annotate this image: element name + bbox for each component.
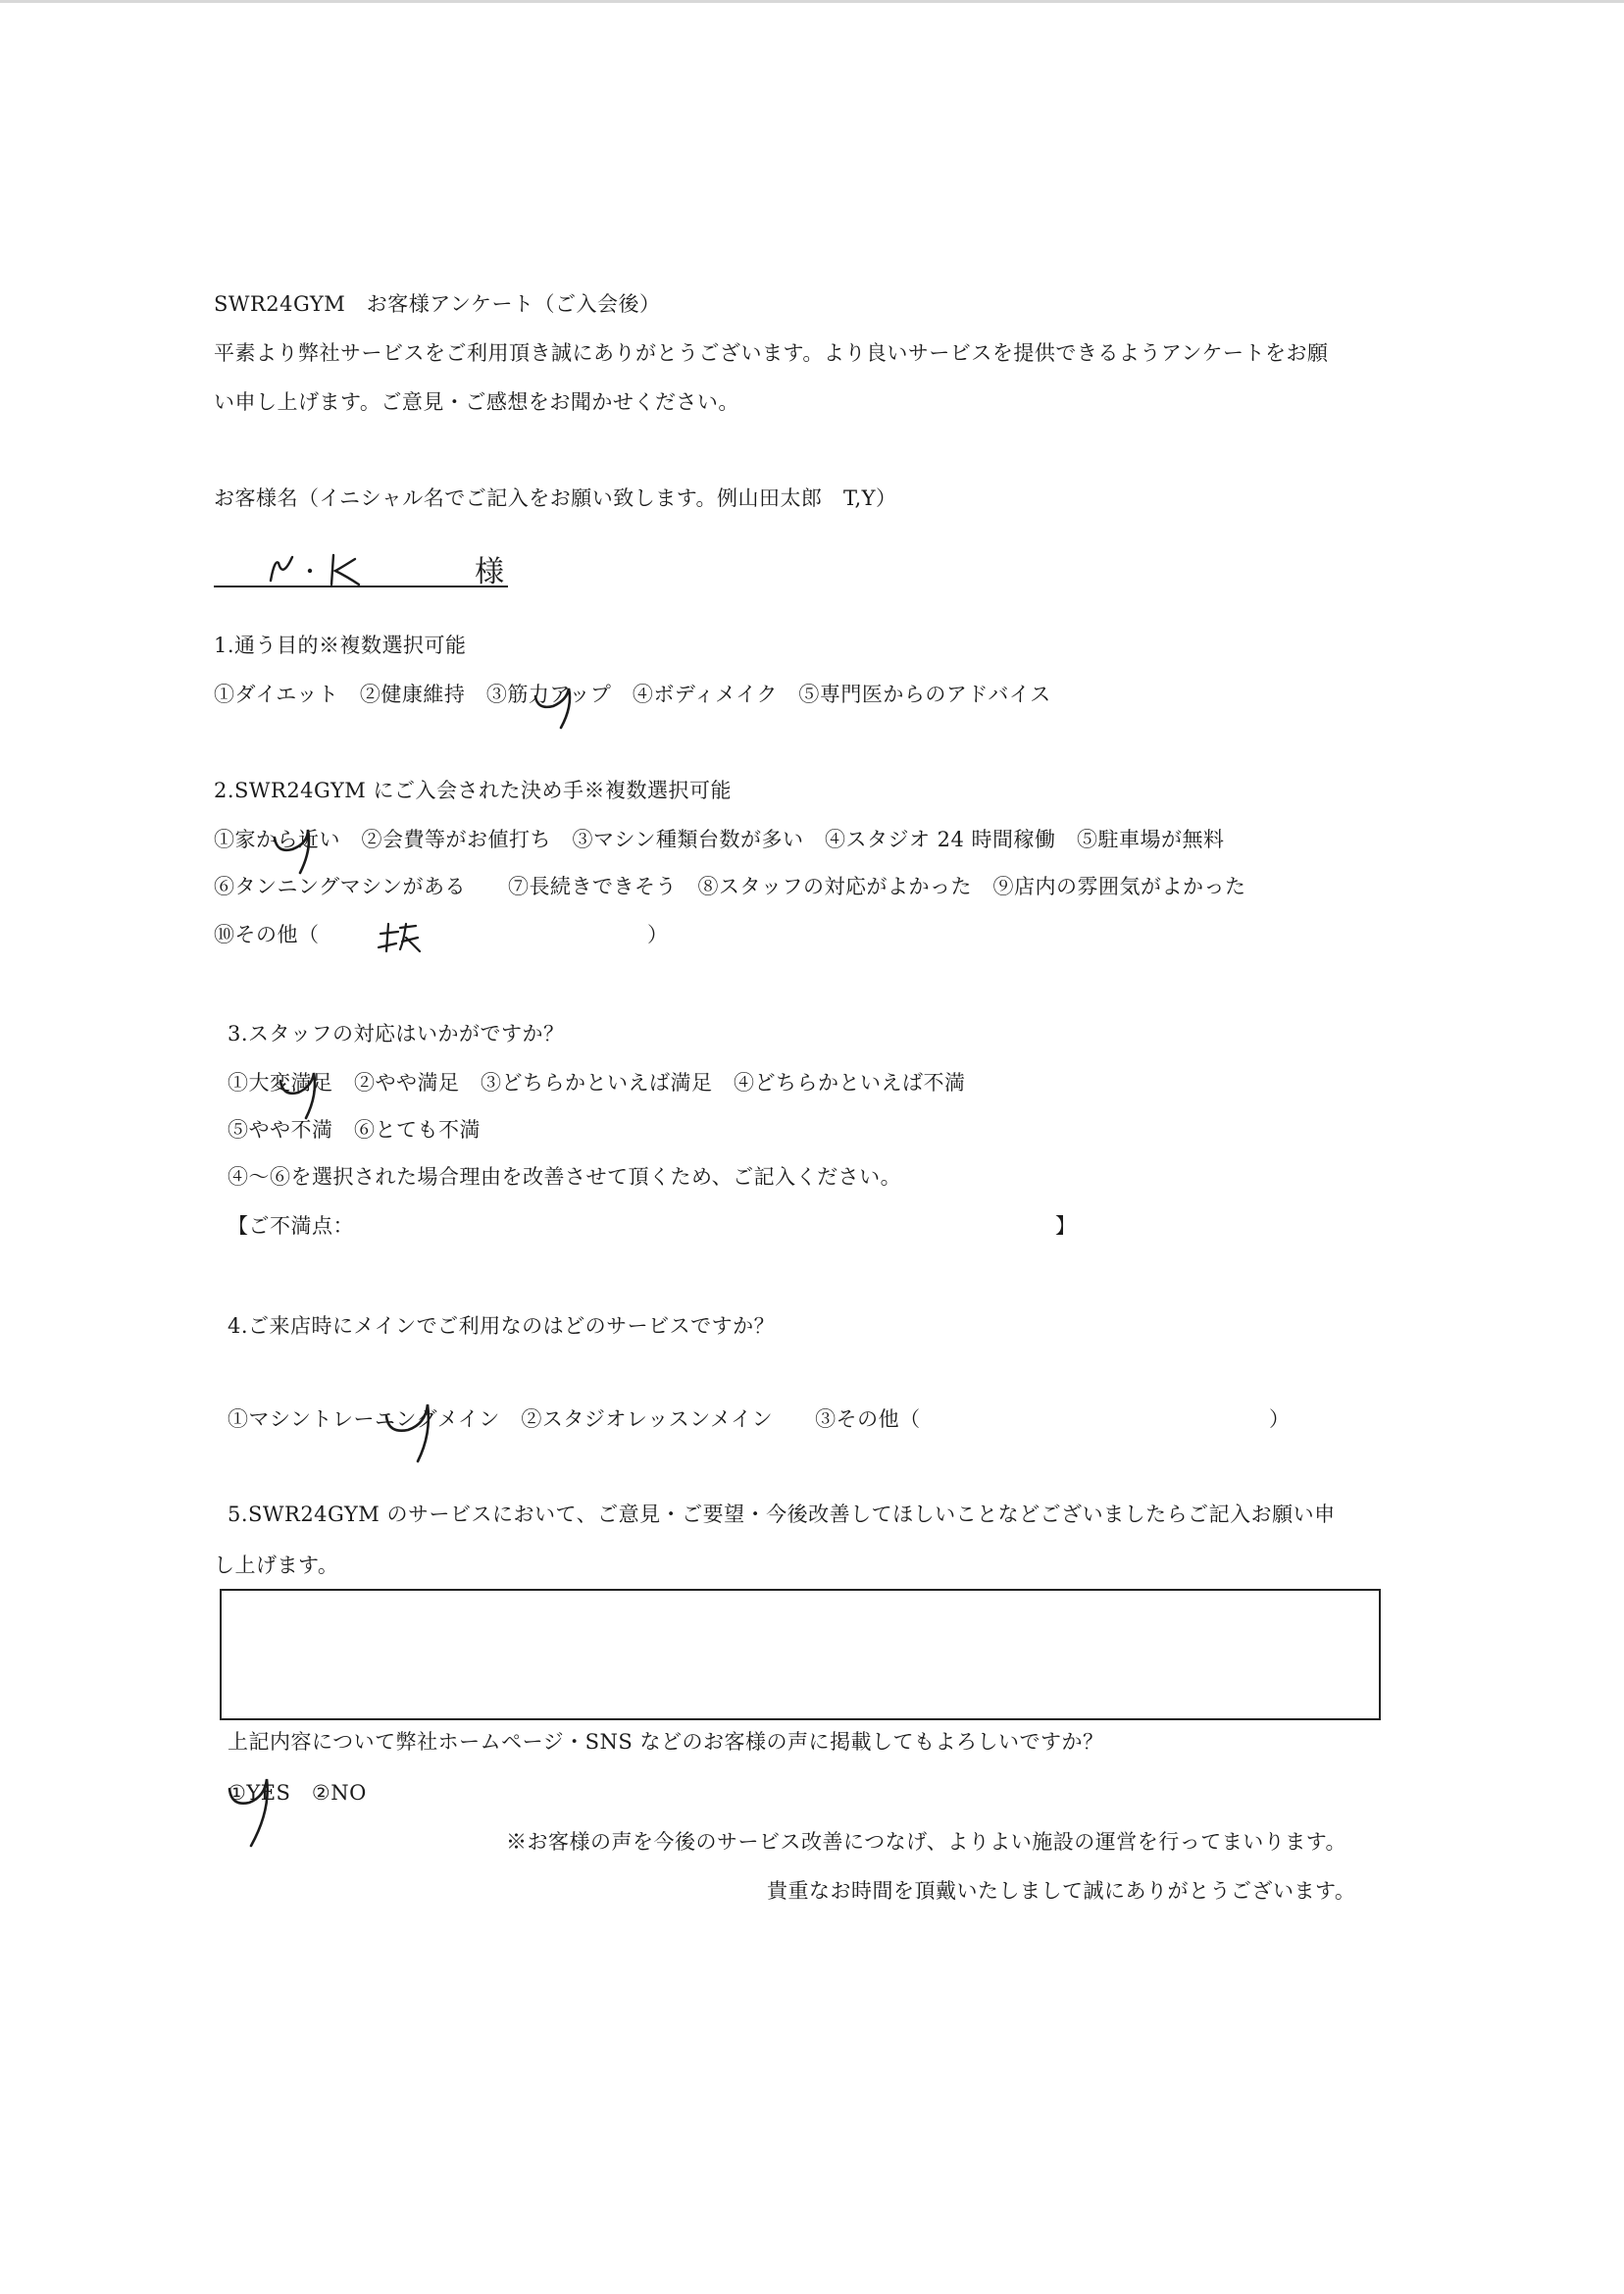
check-mark-q4 (377, 1391, 447, 1465)
customer-honorific: 様 (475, 555, 505, 589)
q3-options-line-1: ①大変満足 ②やや満足 ③どちらかといえば満足 ④どちらかといえば不満 (228, 1071, 966, 1095)
q4-other-close: ） (1269, 1407, 1291, 1431)
q2-options-line-2: ⑥タンニングマシンがある ⑦長続きできそう ⑧スタッフの対応がよかった ⑨店内の雰囲気がよかった (214, 875, 1246, 898)
q2-other-close: ） (647, 923, 669, 946)
q1-question: 1.通う目的※複数選択可能 (214, 634, 467, 657)
survey-title: SWR24GYM お客様アンケート（ご入会後） (214, 292, 661, 316)
q3-options-line-2: ⑤やや不満 ⑥とても不満 (228, 1118, 481, 1142)
q3-note: ④～⑥を選択された場合理由を改善させて頂くため、ご記入ください。 (228, 1165, 902, 1189)
footer-thanks: 貴重なお時間を頂戴いたしまして誠にありがとうございます。 (767, 1879, 1356, 1903)
footer-note: ※お客様の声を今後のサービス改善につなげ、よりよい施設の運営を行ってまいります。 (506, 1830, 1347, 1854)
q2-options-line-1: ①家から近い ②会費等がお値打ち ③マシン種類台数が多い ④スタジオ 24 時間稼働 ⑤駐車場が無料 (214, 828, 1225, 851)
check-mark-publish (222, 1771, 284, 1850)
q2-question: 2.SWR24GYM にご入会された決め手※複数選択可能 (214, 779, 732, 802)
publish-options: ①YES ②NO (228, 1781, 367, 1805)
q5-question-line-1: 5.SWR24GYM のサービスにおいて、ご意見・ご要望・今後改善してほしいことなどございましたらご記入お願い申 (228, 1503, 1336, 1526)
q1-options: ①ダイエット ②健康維持 ③筋力アップ ④ボディメイク ⑤専門医からのアドバイス (214, 683, 1051, 706)
check-mark-q2 (265, 816, 326, 877)
check-mark-q3 (273, 1061, 330, 1122)
handwritten-scribble (377, 922, 422, 955)
customer-name-label: お客様名（イニシャル名でご記入をお願い致します。例山田太郎 T,Y） (214, 486, 897, 510)
scan-edge (0, 0, 1624, 3)
q4-question: 4.ご来店時にメインでご利用なのはどのサービスですか？ (228, 1314, 776, 1338)
intro-line-2: い申し上げます。ご意見・ご感想をお聞かせください。 (214, 390, 739, 414)
q5-question-line-2: し上げます。 (214, 1554, 339, 1577)
q5-answer-box[interactable] (220, 1589, 1381, 1720)
q3-question: 3.スタッフの対応はいかがですか？ (228, 1022, 565, 1045)
publish-question: 上記内容について弊社ホームページ・SNS などのお客様の声に掲載してもよろしいですか？ (228, 1730, 1104, 1754)
check-mark-q1 (528, 677, 586, 734)
intro-line-1: 平素より弊社サービスをご利用頂き誠にありがとうございます。より良いサービスを提供できるようアンケートをお願 (214, 341, 1329, 365)
handwritten-name (265, 551, 382, 590)
q3-complaint-close: 】 (1055, 1214, 1077, 1238)
q4-options: ①マシントレーニングメイン ②スタジオレッスンメイン ③その他（ (228, 1407, 921, 1431)
q3-complaint-label: 【ご不満点： (228, 1214, 354, 1238)
q2-other-open: ⑩その他（ (214, 923, 320, 946)
